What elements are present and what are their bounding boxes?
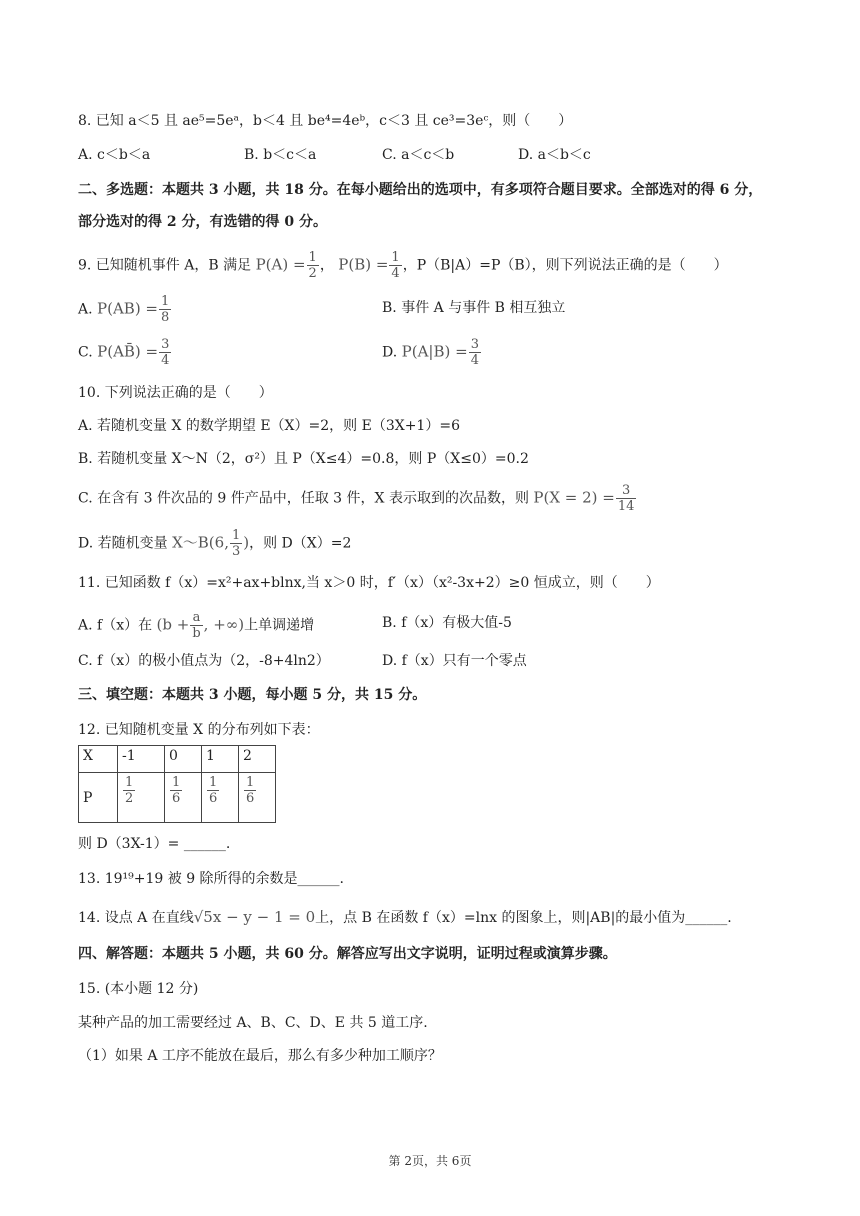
table-row-p [79,773,276,823]
q9-pa-frac: $\frac{1}{2}$ [308,250,317,281]
table-cell: X [79,746,118,773]
q11-option-c: C. f（x）的极小值点为（2，-8+4ln2） [78,653,330,669]
table-cell: -1 [118,746,165,773]
q9-stem-post: ，P（B|A）=P（B），则下列说法正确的是（ ） [402,257,728,274]
table-cell: $\frac{1}{6}$ [239,773,276,823]
q10-option-d: D. 若随机变量 X～B(6, $\frac{1}{3}$ )，则 D（X）=2 [78,528,352,559]
q15-heading: 15. (本小题 12 分) [78,981,199,997]
q11-stem: 11. 已知函数 f（x）=x²+ax+blnx,当 x＞0 时，f′（x）（x²-3x+2）≥0 恒成立，则（ ） [78,575,660,591]
q11-option-b: B. f（x）有极大值-5 [382,615,512,631]
q11-option-d: D. f（x）只有一个零点 [382,653,527,669]
q10-option-b: B. 若随机变量 X～N（2，σ²）且 P（X≤4）=0.8，则 P（X≤0）=0.2 [78,451,529,467]
q9-pa: P(A) = [255,255,306,274]
table-row-x [79,746,276,773]
q8-option-c: C. a＜c＜b [382,147,455,163]
q12-stem: 12. 已知随机变量 X 的分布列如下表： [78,722,320,738]
q9-option-d: D. P(A|B) = $\frac{3}{4}$ [382,337,479,368]
section-4-heading: 四、解答题：本题共 5 小题，共 60 分。解答应写出文字说明，证明过程或演算步骤。 [78,946,617,962]
q9-stem: 9. 已知随机事件 A，B 满足 P(A) = $\frac{1}{2}$ ， P(B) = $\frac{1}{4}$ ，P（B|A）=P（B），则下列说法正确的是（ ） [78,250,728,281]
q9-pb: P(B) = [338,255,389,274]
table-cell: $\frac{1}{2}$ [118,773,165,823]
table-cell: 2 [239,746,276,773]
q10-option-c: C. 在含有 3 件次品的 9 件产品中，任取 3 件，X 表示取到的次品数，则 P(X = 2) = $\frac{3}{14}$ [78,483,635,514]
q8-stem: 8. 已知 a＜5 且 ae⁵=5eᵃ，b＜4 且 be⁴=4eᵇ，c＜3 且 ce³=3eᶜ，则（ ） [78,113,573,129]
q9-option-c: C. P(AB̄) = $\frac{3}{4}$ [78,337,170,368]
table-cell: P [79,773,118,823]
q9-option-b: B. 事件 A 与事件 B 相互独立 [382,300,566,316]
q14-stem: 14. 设点 A 在直线√5x − y − 1 = 0上，点 B 在函数 f（x）=lnx 的图象上，则|AB|的最小值为______. [78,908,732,926]
section-2-heading: 二、多选题：本题共 3 小题，共 18 分。在每小题给出的选项中，有多项符合题目要求。全部选对的得 6 分， [78,182,763,198]
q15-line-1: 某种产品的加工需要经过 A、B、C、D、E 共 5 道工序. [78,1015,428,1031]
q8-option-d: D. a＜b＜c [518,147,591,163]
q9-pb-frac: $\frac{1}{4}$ [391,250,400,281]
q13-stem: 13. 19¹⁹+19 被 9 除所得的余数是______. [78,871,345,887]
table-cell: 1 [202,746,239,773]
q10-stem: 10. 下列说法正确的是（ ） [78,385,273,401]
q10-option-a: A. 若随机变量 X 的数学期望 E（X）=2，则 E（3X+1）=6 [78,418,460,434]
page-footer: 第 2页，共 6页 [388,1154,472,1168]
section-3-heading: 三、填空题：本题共 3 小题，每小题 5 分，共 15 分。 [78,687,427,703]
q8-option-a: A. c＜b＜a [78,147,151,163]
distribution-table [78,745,276,823]
q14-line-equation: √5x − y − 1 = 0 [193,908,316,926]
q12-answer-line: 则 D（3X-1）= ______. [78,836,231,852]
q15-line-2: （1）如果 A 工序不能放在最后，那么有多少种加工顺序？ [78,1048,442,1064]
q8-option-b: B. b＜c＜a [244,147,317,163]
table-cell: $\frac{1}{6}$ [165,773,202,823]
section-2-heading-cont: 部分选对的得 2 分，有选错的得 0 分。 [78,214,327,230]
q11-option-a: A. f（x）在 (b + $\frac{a}{b}$ , +∞)上单调递增 [78,610,315,641]
table-cell: 0 [165,746,202,773]
table-cell: $\frac{1}{6}$ [202,773,239,823]
q9-option-a: A. P(AB) = $\frac{1}{8}$ [78,294,170,325]
q9-stem-pre: 9. 已知随机事件 A，B 满足 [78,257,252,274]
